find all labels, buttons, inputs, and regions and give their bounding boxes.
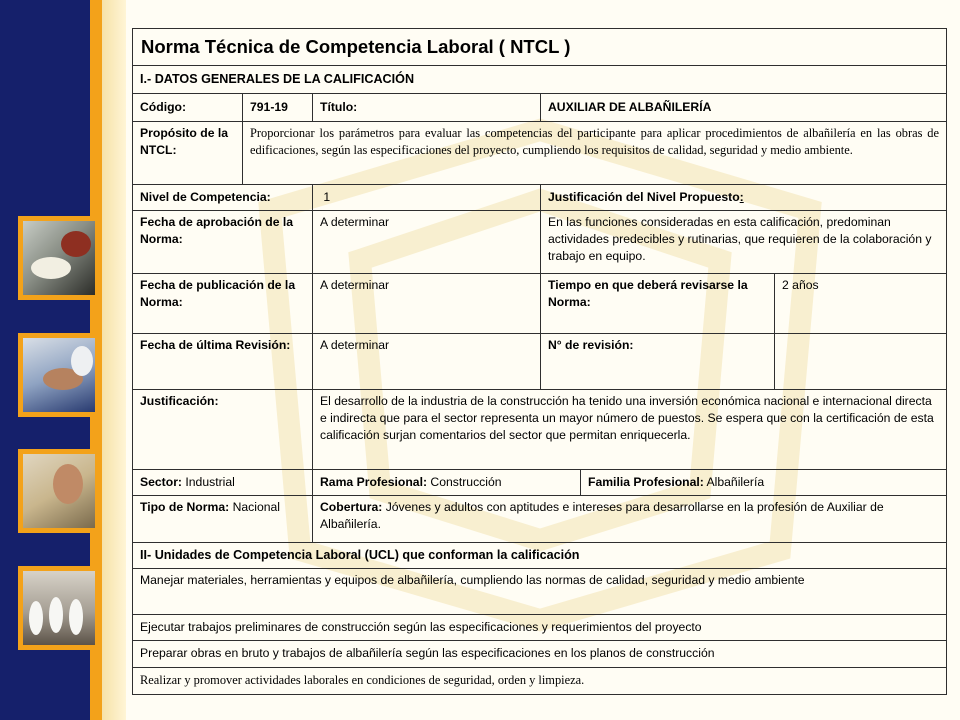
publicacion-value: A determinar — [313, 274, 541, 334]
section-ucl: II- Unidades de Competencia Laboral (UCL) que conforman la calificación — [133, 543, 947, 569]
revisar-value: 2 años — [775, 274, 947, 334]
justificacion-value: El desarrollo de la industria de la construcción ha tenido una inversión económica nacional e internacional directa e indirecta que para el sector representa un mayor número de puestos. Se espera que con la certificación de esta calificación surjan comentarios del sector que permitan enriquecerla. — [313, 389, 947, 469]
photo-hand-on-wood — [18, 449, 100, 533]
left-cream-band — [102, 0, 126, 720]
titulo-label: Título: — [313, 94, 541, 122]
ucl-item-1: Manejar materiales, herramientas y equipos de albañilería, cumpliendo las normas de calidad, seguridad y medio ambiente — [133, 569, 947, 614]
aprobacion-value: A determinar — [313, 210, 541, 273]
aprobacion-label: Fecha de aprobación de la Norma: — [133, 210, 313, 273]
rama-cell: Rama Profesional: Construcción — [313, 469, 581, 495]
sector-cell: Sector: Industrial — [133, 469, 313, 495]
titulo-value: AUXILIAR DE ALBAÑILERÍA — [541, 94, 947, 122]
ucl-item-3: Preparar obras en bruto y trabajos de albañilería según las especificaciones en los planos de construcción — [133, 640, 947, 667]
publicacion-label: Fecha de publicación de la Norma: — [133, 274, 313, 334]
justificacion-nivel-label: Justificación del Nivel Propuesto: — [541, 184, 947, 210]
codigo-label: Código: — [133, 94, 243, 122]
cobertura-cell: Cobertura: Jóvenes y adultos con aptitudes e intereses para desarrollarse en la profesión de Auxiliar de Albañilería. — [313, 496, 947, 543]
photo-welding-worker — [18, 216, 100, 300]
proposito-value: Proporcionar los parámetros para evaluar las competencias del participante para aplicar procedimientos de albañilería en las obras de edificaciones, según las especificaciones del proyecto, cumpliendo los requisitos de calidad, seguridad y medio ambiente. — [243, 122, 947, 184]
photo-hands-working — [18, 333, 100, 417]
nivel-label: Nivel de Competencia: — [133, 184, 313, 210]
ucl-item-2: Ejecutar trabajos preliminares de construcción según las especificaciones y requerimientos del proyecto — [133, 614, 947, 640]
proposito-label: Propósito de la NTCL: — [133, 122, 243, 184]
justificacion-label: Justificación: — [133, 389, 313, 469]
ultima-revision-value: A determinar — [313, 334, 541, 389]
codigo-value: 791-19 — [243, 94, 313, 122]
section-general-data: I.- DATOS GENERALES DE LA CALIFICACIÓN — [133, 66, 947, 94]
familia-cell: Familia Profesional: Albañilería — [581, 469, 947, 495]
ultima-revision-label: Fecha de última Revisión: — [133, 334, 313, 389]
photo-kitchen-workers — [18, 566, 100, 650]
tipo-norma-cell: Tipo de Norma: Nacional — [133, 496, 313, 543]
numero-revision-value — [775, 334, 947, 389]
revisar-label: Tiempo en que deberá revisarse la Norma: — [541, 274, 775, 334]
page-title: Norma Técnica de Competencia Laboral ( NTCL ) — [133, 29, 947, 66]
ntcl-form-table — [132, 28, 947, 695]
numero-revision-label: N° de revisión: — [541, 334, 775, 389]
ucl-item-4: Realizar y promover actividades laborales en condiciones de seguridad, orden y limpieza. — [133, 667, 947, 694]
justificacion-nivel-value: En las funciones consideradas en esta calificación, predominan actividades predecibles y rutinarias, que requieren de la colaboración y trabajo en equipo. — [541, 210, 947, 273]
nivel-value: 1 — [313, 184, 541, 210]
